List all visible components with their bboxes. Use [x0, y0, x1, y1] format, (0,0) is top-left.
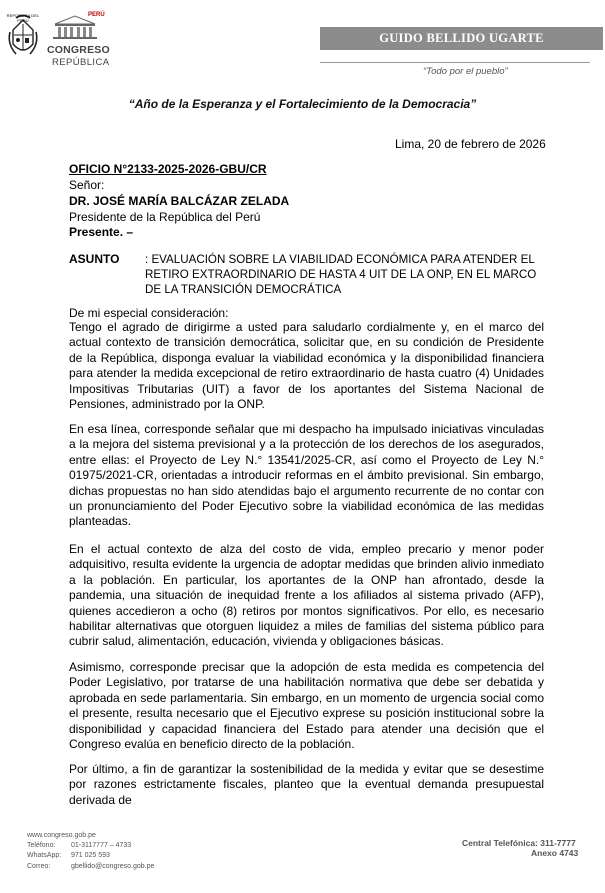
body-paragraph: Por último, a fin de garantizar la sostenibilidad de la medida y evitar que se desestime por razones estrictamente fiscales, planteo que la eventual demanda presupuestal derivada de — [69, 762, 544, 807]
body-paragraph: En el actual contexto de alza del costo de vida, empleo precario y menor poder adquisitivo, resulta evidente la urgencia de adoptar medidas que brinden alivio inmediato a la población. En particular, los aportantes de la ONP han afrontado, desde la pandemia, una situación de inequidad frente a los afiliados al sistema privado (AFP), quienes accedieron a ocho (8) retiros por montos significativos. Por ello, es necesario habilitar alternativas que otorguen liquidez a miles de familias del sistema público para cubrir salud, alimentación, educación, vivienda y obligaciones básicas. — [69, 542, 544, 649]
footer-phone: 01-3117777 – 4733 — [71, 842, 132, 849]
logo-congreso-text: CONGRESO — [47, 44, 110, 56]
recipient-name: DR. JOSÉ MARÍA BALCÁZAR ZELADA — [69, 194, 290, 208]
footer-anexo: Anexo 4743 — [531, 848, 579, 858]
name-banner: GUIDO BELLIDO UGARTE — [320, 27, 603, 50]
footer-label: Teléfono: — [27, 842, 56, 849]
footer-label: Correo: — [27, 862, 51, 870]
recipient-presente: Presente. – — [69, 225, 134, 239]
date-line: Lima, 20 de febrero de 2026 — [395, 137, 546, 151]
footer-label: WhatsApp: — [27, 852, 62, 860]
footer-whatsapp: 971 025 593 — [71, 852, 110, 860]
motto-divider — [320, 62, 590, 63]
recipient-greeting: Señor: — [69, 178, 105, 192]
footer-contact — [27, 841, 154, 872]
body-paragraph: En esa línea, corresponde señalar que mi despacho ha impulsado iniciativas vinculadas a la mejora del sistema previsional y a la protección de los derechos de los asegurados, entre ellas: el Proyecto de Ley N.° 13541/2025-CR, así como el Proyecto de Ley N.° 01975/2021-CR, orientadas a introducir reformas en el ámbito previsional. Sin embargo, dichas propuestas no han sido atendidas bajo el argumento recurrente de no contar con un pronunciamiento del Poder Ejecutivo sobre la viabilidad económica de las medidas planteadas. — [69, 422, 544, 529]
oficio-number: OFICIO N°2133-2025-2026-GBU/CR — [69, 162, 267, 176]
footer-central-phone: Central Telefónica: 311-7777 — [462, 838, 576, 848]
recipient-position: Presidente de la República del Perú — [69, 210, 261, 224]
footer-email-row — [27, 862, 154, 872]
motto: “Todo por el pueblo” — [423, 66, 508, 77]
body-paragraph: Asimismo, corresponde precisar que la adopción de esta medida es competencia del Poder Legislativo, por tratarse de una habilitación normativa que debe ser debatida y aprobada en sede parlamentaria. Sin embargo, en un momento de urgencia social como el presente, resulta necesario que el Ejecutivo exprese su posición institucional sobre la disponibilidad y capacidad financiera del Estado para atender una decisión que el Congreso evalúa en beneficio directo de la población. — [69, 660, 544, 752]
footer-phone-row — [27, 841, 154, 851]
footer-email-link[interactable]: gbellido@congreso.gob.pe — [71, 862, 155, 870]
asunto-label: ASUNTO — [69, 252, 120, 266]
crest-caption: REPÚBLICA DEL PERÚ — [6, 13, 40, 23]
footer-whatsapp-row — [27, 851, 154, 861]
footer-website-link[interactable]: www.congreso.gob.pe — [27, 832, 96, 839]
year-motto: “Año de la Esperanza y el Fortalecimiento de la Democracia” — [128, 97, 477, 111]
body-paragraph: Tengo el agrado de dirigirme a usted para saludarlo cordialmente y, en el marco del actual contexto de transición democrática, solicitar que, en su condición de Presidente de la República, disponga evaluar la viabilidad económica y la disponibilidad financiera para atender la medida excepcional de retiro extraordinario de hasta cuatro (4) Unidades Impositivas Tributarias (UIT) a favor de los aportantes del Sistema Nacional de Pensiones, administrado por la ONP. — [69, 320, 544, 412]
logo-republica-text: REPÚBLICA — [52, 57, 110, 68]
salutation: De mi especial consideración: — [69, 306, 229, 320]
logo-peru-text: PERÚ — [88, 12, 105, 18]
asunto-text: : EVALUACIÓN SOBRE LA VIABILIDAD ECONÓMICA PARA ATENDER EL RETIRO EXTRAORDINARIO DE HASTA 4 UIT DE LA ONP, EN EL MARCO DE LA TRANSICIÓN DEMOCRÁTICA — [145, 253, 537, 296]
